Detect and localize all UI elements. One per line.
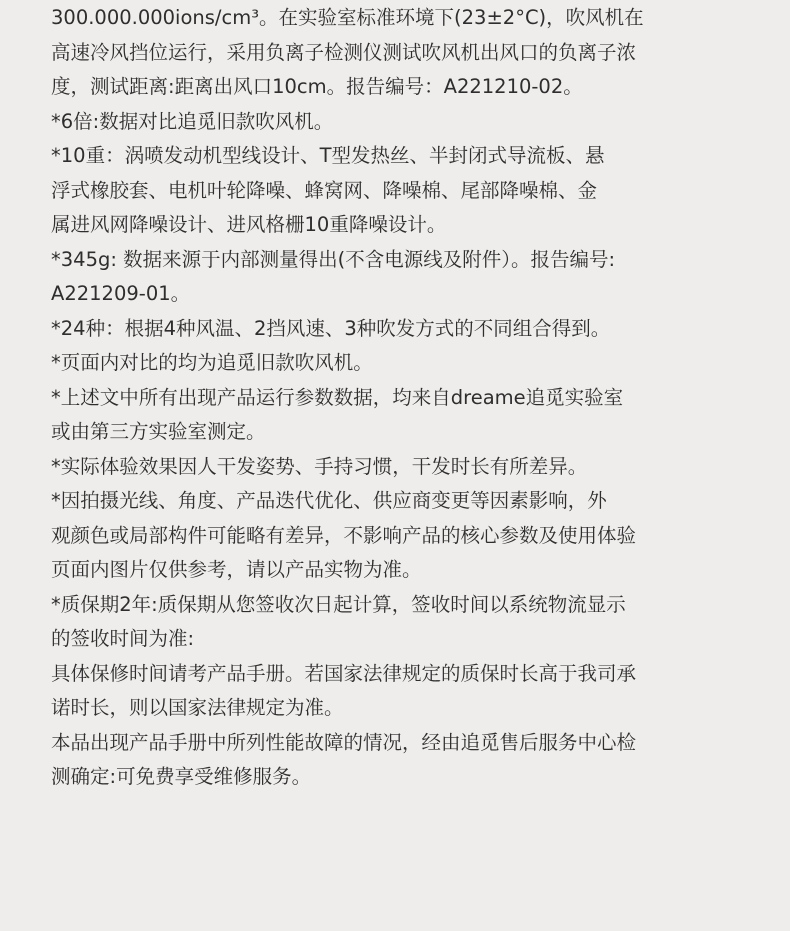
note-line: *10重：涡喷发动机型线设计、T型发热丝、半封闭式导流板、悬	[51, 144, 605, 167]
note-line: 观颜色或局部构件可能略有差异，不影响产品的核心参数及使用体验	[51, 523, 637, 547]
note-line: *345g: 数据来源于内部测量得出(不含电源线及附件）。报告编号:	[51, 247, 616, 271]
note-line: 测确定:可免费享受维修服务。	[51, 765, 312, 788]
note-line: *6倍:数据对比追觅旧款吹风机。	[51, 109, 334, 133]
note-line: *质保期2年:质保期从您签收次日起计算，签收时间以系统物流显示	[51, 592, 626, 616]
note-line: *24种：根据4种风温、2挡风速、3种吹发方式的不同组合得到。	[51, 316, 611, 340]
note-line: A221209-01。	[51, 282, 191, 305]
note-line: 属进风网降噪设计、进风格栅10重降噪设计。	[51, 213, 447, 236]
note-line: 高速冷风挡位运行，采用负离子检测仪测试吹风机出风口的负离子浓	[51, 40, 637, 64]
note-line: 或由第三方实验室测定。	[51, 420, 266, 443]
note-line: *因拍摄光线、角度、产品迭代优化、供应商变更等因素影响，外	[51, 489, 607, 512]
note-line: 本品出现产品手册中所列性能故障的情况，经由追觅售后服务中心检	[51, 730, 637, 754]
note-line: 度，测试距离:距离出风口10cm。报告编号：A221210-02。	[51, 75, 583, 98]
note-line: *页面内对比的均为追觅旧款吹风机。	[51, 351, 373, 374]
note-line: 具体保修时间请考产品手册。若国家法律规定的质保时长高于我司承	[51, 661, 637, 685]
note-line: 页面内图片仅供参考，请以产品实物为准。	[51, 558, 422, 581]
note-line: *上述文中所有出现产品运行参数数据，均来自dreame追觅实验室	[51, 385, 624, 409]
disclaimer-notes	[51, 1, 751, 795]
note-line: 的签收时间为准:	[51, 627, 195, 650]
note-line: 浮式橡胶套、电机叶轮降噪、蜂窝网、降噪棉、尾部降噪棉、金	[51, 178, 598, 202]
note-line: 300.000.000ions/cm³。在实验室标准环境下(23±2°C)，吹风机在	[51, 6, 644, 29]
note-line: 诺时长，则以国家法律规定为准。	[51, 696, 344, 719]
note-line: *实际体验效果因人干发姿势、手持习惯，干发时长有所差异。	[51, 454, 588, 478]
